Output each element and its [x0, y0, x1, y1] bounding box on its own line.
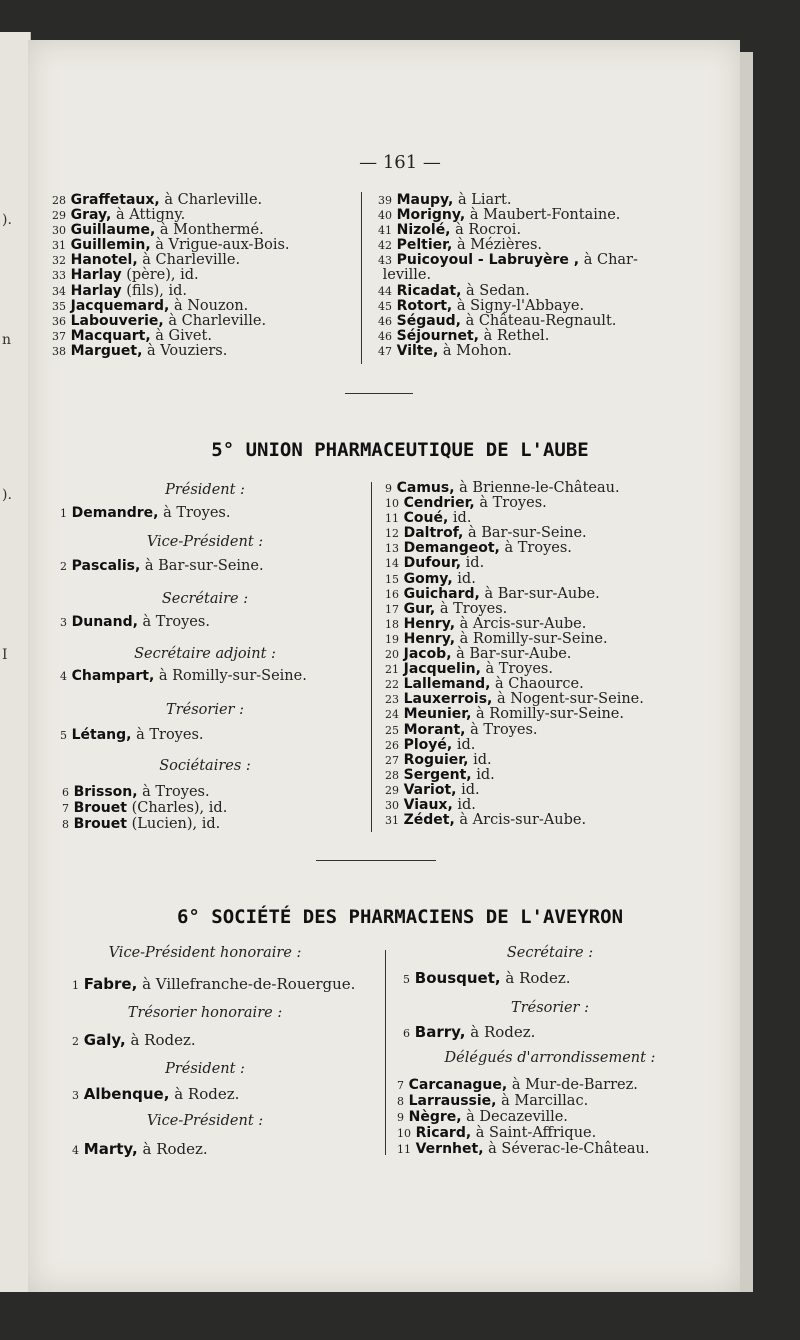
list-item	[60, 727, 204, 743]
member-name: Viaux,	[403, 796, 453, 813]
entry-number: 13	[385, 542, 399, 556]
list-item	[385, 587, 705, 602]
member-name: Cendrier,	[403, 495, 475, 512]
member-location: à Charleville.	[142, 252, 241, 269]
list-item	[397, 1141, 649, 1157]
entry-number: 44	[378, 284, 392, 298]
member-name: Vilte,	[396, 342, 439, 359]
list-item	[385, 602, 705, 617]
member-location: id.	[452, 510, 472, 527]
entry-number: 31	[52, 239, 66, 253]
list-item	[385, 556, 705, 571]
list-item	[385, 541, 705, 556]
member-name: Daltrof,	[403, 525, 464, 542]
entry-number: 32	[52, 254, 66, 268]
entry-number: 4	[60, 670, 67, 683]
member-location: id.	[457, 796, 476, 813]
list-item	[60, 505, 231, 521]
member-name: Jacquemard,	[70, 297, 170, 314]
member-location: à Arcis-sur-Aube.	[459, 812, 587, 829]
list-item	[52, 193, 352, 208]
member-name: Henry,	[403, 615, 456, 632]
member-name: Gur,	[403, 600, 436, 617]
list-item	[378, 329, 698, 344]
member-name: Hanotel,	[70, 252, 138, 269]
member-location: à Troyes.	[470, 721, 538, 738]
previous-page-edge	[0, 32, 31, 1292]
member-location: à Sedan.	[466, 282, 530, 299]
member-location: à Romilly-sur-Seine.	[459, 630, 608, 647]
entry-number: 24	[385, 708, 399, 722]
member-location: à Arcis-sur-Aube.	[459, 615, 587, 632]
member-name: Barry,	[414, 1023, 466, 1041]
member-name: Sergent,	[403, 766, 472, 783]
list-item	[385, 723, 705, 738]
section-separator	[316, 860, 436, 861]
member-location: à Bar-sur-Aube.	[456, 646, 572, 663]
member-name: Henry,	[403, 630, 456, 647]
list-item	[397, 1125, 596, 1141]
member-location: à Charleville.	[164, 192, 263, 208]
role-heading: Vice-Président honoraire :	[108, 945, 302, 961]
margin-mark: ).	[2, 212, 12, 228]
member-name: Nègre,	[408, 1109, 462, 1125]
member-name: Marguet,	[70, 342, 143, 359]
page-number: — 161 —	[359, 152, 441, 173]
member-name: Jacob,	[403, 646, 452, 663]
list-item	[52, 284, 352, 299]
entry-number: 22	[385, 678, 399, 692]
list-item	[397, 1077, 638, 1093]
top-right-list	[378, 193, 698, 359]
entry-number: 30	[385, 798, 399, 812]
member-location: id.	[465, 555, 485, 572]
entry-number: 11	[397, 1143, 411, 1156]
member-name: Morigny,	[396, 207, 466, 224]
member-name: Vernhet,	[415, 1141, 484, 1157]
member-location: id.	[476, 766, 495, 783]
member-name: Graffetaux,	[70, 192, 160, 208]
entry-number: 38	[52, 344, 66, 358]
entry-number: 30	[52, 224, 66, 238]
role-heading: Secrétaire :	[161, 591, 249, 607]
entry-number: 34	[52, 284, 66, 298]
member-name: Brisson,	[73, 784, 138, 800]
member-location: à Rocroi.	[455, 222, 522, 239]
member-name: Harlay	[70, 267, 122, 284]
entry-number: 29	[385, 783, 399, 797]
entry-number: 11	[385, 512, 399, 526]
entry-number: 4	[72, 1144, 79, 1157]
margin-mark: I	[2, 647, 8, 663]
list-item	[52, 268, 352, 283]
member-location: à Rodez.	[130, 1031, 196, 1049]
entry-number: 2	[72, 1035, 79, 1048]
role-heading: Trésorier honoraire :	[127, 1005, 283, 1021]
member-location: id.	[461, 781, 480, 798]
list-item	[378, 314, 698, 329]
list-item	[385, 707, 705, 722]
member-location: à Marcillac.	[501, 1093, 589, 1109]
role-heading: Président :	[165, 482, 245, 498]
entry-number: 6	[403, 1027, 410, 1040]
entry-number: 12	[385, 527, 399, 541]
entry-number: 3	[72, 1089, 79, 1102]
member-location: à Troyes.	[439, 600, 508, 617]
list-item	[397, 1109, 568, 1125]
section-6-title: 6° SOCIÉTÉ DES PHARMACIENS DE L'AVEYRON	[176, 906, 624, 928]
member-name: Variot,	[403, 781, 457, 798]
list-item	[385, 647, 705, 662]
list-item	[385, 572, 705, 587]
member-name: Ricard,	[415, 1125, 472, 1141]
member-name: Guillemin,	[70, 237, 151, 254]
list-item	[385, 798, 705, 813]
member-location: à Troyes.	[136, 727, 204, 743]
member-location: à Rodez.	[174, 1085, 240, 1103]
member-name: Galy,	[83, 1031, 126, 1049]
member-location: à Troyes.	[142, 784, 210, 800]
member-location: à Brienne-le-Château.	[459, 480, 620, 496]
entry-number: 26	[385, 738, 399, 752]
entry-number: 28	[52, 194, 66, 207]
list-item	[378, 284, 698, 299]
member-name: Lallemand,	[403, 676, 491, 693]
member-name: Dunand,	[71, 614, 138, 630]
list-item	[52, 344, 352, 359]
section-5-title: 5° UNION PHARMACEUTIQUE DE L'AUBE	[211, 439, 589, 461]
entry-number: 43	[378, 254, 392, 268]
entry-number: 7	[62, 802, 69, 815]
member-location: à Troyes.	[479, 495, 547, 512]
member-location: à Saint-Affrique.	[475, 1125, 597, 1141]
list-item	[385, 632, 705, 647]
member-name: Jacquelin,	[403, 661, 481, 678]
list-item	[378, 299, 698, 314]
member-location: à Chaource.	[495, 676, 584, 693]
member-location: à Romilly-sur-Seine.	[158, 668, 307, 684]
entry-number: 40	[378, 209, 392, 223]
entry-number: 36	[52, 314, 66, 328]
entry-number: 23	[385, 693, 399, 707]
list-item	[397, 1093, 588, 1109]
member-name: Brouet	[73, 816, 127, 832]
member-location: à Romilly-sur-Seine.	[476, 706, 624, 723]
member-name: Bousquet,	[414, 969, 501, 987]
entry-number: 28	[385, 768, 399, 782]
entry-number: 16	[385, 587, 399, 601]
entry-number: 25	[385, 723, 399, 737]
list-item	[62, 784, 210, 800]
member-location: à Troyes.	[163, 505, 231, 521]
section-separator	[345, 393, 413, 394]
member-location: à Decazeville.	[466, 1109, 568, 1125]
member-name: Coué,	[403, 510, 449, 527]
member-location: à Villefranche-de-Rouergue.	[142, 975, 356, 993]
member-name: Albenque,	[83, 1085, 170, 1103]
member-location: à Bar-sur-Seine.	[467, 525, 587, 542]
entry-number: 46	[378, 314, 392, 328]
member-location: à Nogent-sur-Seine.	[496, 691, 644, 708]
list-item	[403, 969, 571, 987]
entry-number: 7	[397, 1079, 404, 1092]
entry-number: 29	[52, 209, 66, 223]
entry-number: 33	[52, 269, 66, 283]
member-location: à Bar-sur-Aube.	[484, 585, 600, 602]
member-location: à Vouziers.	[147, 342, 228, 359]
member-location: à Mézières.	[456, 237, 543, 254]
entry-number: 1	[72, 979, 79, 992]
member-location: à Nouzon.	[173, 297, 249, 314]
list-item	[52, 208, 352, 223]
role-heading: Délégués d'arrondissement :	[444, 1050, 656, 1066]
entry-number: 5	[60, 729, 67, 742]
entry-number: 37	[52, 329, 66, 343]
entry-number: 21	[385, 663, 399, 677]
member-location: (fils), id.	[126, 282, 188, 299]
column-divider	[361, 192, 362, 364]
role-heading: Vice-Président :	[146, 1113, 264, 1129]
member-name: Pascalis,	[71, 558, 141, 574]
role-heading: Vice-Président :	[146, 534, 264, 550]
member-location: à Séverac-le-Château.	[488, 1141, 650, 1157]
list-item	[385, 768, 705, 783]
list-item	[72, 975, 355, 993]
entry-number: 3	[60, 616, 67, 629]
entry-number: 31	[385, 814, 399, 828]
member-location: à Signy-l'Abbaye.	[456, 297, 585, 314]
entry-number: 10	[397, 1127, 411, 1140]
member-name: Gray,	[70, 207, 112, 224]
entry-number: 27	[385, 753, 399, 767]
member-location: leville.	[382, 267, 432, 284]
member-name: Guichard,	[403, 585, 480, 602]
member-name: Morant,	[403, 721, 466, 738]
entry-number: 19	[385, 632, 399, 646]
member-location: à Mohon.	[442, 342, 512, 359]
member-location: à Vrigue-aux-Bois.	[155, 237, 290, 254]
list-item	[385, 738, 705, 753]
member-location: id.	[457, 570, 476, 587]
entry-number: 5	[403, 973, 410, 986]
role-heading: Secrétaire adjoint :	[134, 646, 276, 662]
member-location: id.	[456, 736, 476, 753]
role-heading: Trésorier :	[511, 1000, 589, 1016]
member-location: à Troyes.	[504, 540, 572, 557]
member-location: à Charleville.	[168, 312, 267, 329]
member-name: Roguier,	[403, 751, 469, 768]
entry-number: 15	[385, 572, 399, 586]
list-item	[72, 1140, 208, 1158]
entry-number: 17	[385, 602, 399, 616]
list-item	[385, 481, 705, 496]
section-5-right-list	[385, 481, 705, 828]
list-item	[385, 753, 705, 768]
member-location: id.	[473, 751, 492, 768]
entry-number: 9	[397, 1111, 404, 1124]
list-item	[52, 314, 352, 329]
member-name: Ricadat,	[396, 282, 462, 299]
member-name: Peltier,	[396, 237, 453, 254]
member-name: Larraussie,	[408, 1093, 497, 1109]
entry-number: 14	[385, 557, 399, 571]
member-name: Meunier,	[403, 706, 472, 723]
member-name: Brouet	[73, 800, 127, 816]
role-heading: Secrétaire :	[506, 945, 594, 961]
member-location: à Rodez.	[470, 1023, 536, 1041]
member-name: Séjournet,	[396, 327, 479, 344]
entry-number: 46	[378, 329, 392, 343]
list-item	[62, 800, 227, 816]
member-location: à Attigny.	[116, 207, 186, 224]
entry-number: 39	[378, 194, 392, 207]
entry-number: 2	[60, 560, 67, 573]
member-location: à Char-	[583, 252, 638, 269]
member-location: à Rethel.	[483, 327, 550, 344]
member-name: Demandre,	[71, 505, 159, 521]
list-item	[385, 662, 705, 677]
member-name: Labouverie,	[70, 312, 164, 329]
member-name: Fabre,	[83, 975, 138, 993]
member-location: à Rodez.	[142, 1140, 208, 1158]
margin-mark: ).	[2, 487, 12, 503]
member-name: Macquart,	[70, 327, 151, 344]
member-name: Harlay	[70, 282, 122, 299]
member-name: Maupy,	[396, 192, 454, 208]
list-item	[385, 496, 705, 511]
role-heading: Trésorier :	[166, 702, 244, 718]
list-item	[385, 783, 705, 798]
list-item	[378, 208, 698, 223]
member-name: Carcanague,	[408, 1077, 508, 1093]
member-location: à Rodez.	[505, 969, 571, 987]
list-item	[62, 816, 220, 832]
list-item	[72, 1085, 239, 1103]
page-edge	[738, 52, 753, 1292]
entry-number: 42	[378, 239, 392, 253]
list-item	[72, 1031, 196, 1049]
member-location: à Troyes.	[142, 614, 210, 630]
member-location: (Lucien), id.	[131, 816, 221, 832]
member-location: (père), id.	[126, 267, 199, 284]
list-item	[378, 193, 698, 208]
role-heading: Président :	[165, 1061, 245, 1077]
entry-number: 45	[378, 299, 392, 313]
member-name: Létang,	[71, 727, 132, 743]
member-location: à Troyes.	[485, 661, 553, 678]
entry-number: 35	[52, 299, 66, 313]
list-item	[378, 344, 698, 359]
member-name: Demangeot,	[403, 540, 500, 557]
list-item	[378, 253, 698, 268]
column-divider	[385, 950, 386, 1155]
entry-number: 20	[385, 648, 399, 662]
list-item	[52, 299, 352, 314]
member-location: à Liart.	[457, 192, 512, 208]
role-heading: Sociétaires :	[159, 758, 251, 774]
top-left-list	[52, 193, 352, 359]
list-item	[60, 614, 210, 630]
member-location: à Givet.	[155, 327, 212, 344]
member-location: à Château-Regnault.	[465, 312, 617, 329]
member-name: Gomy,	[403, 570, 453, 587]
member-name: Puicoyoul - Labruyère ,	[396, 252, 580, 269]
member-name: Lauxerrois,	[403, 691, 493, 708]
member-name: Guillaume,	[70, 222, 156, 239]
member-name: Ségaud,	[396, 312, 461, 329]
member-name: Ployé,	[403, 736, 453, 753]
entry-number: 47	[378, 344, 392, 358]
entry-number: 8	[62, 818, 69, 831]
member-location: à Maubert-Fontaine.	[469, 207, 621, 224]
entry-number: 18	[385, 617, 399, 631]
member-name: Nizolé,	[396, 222, 451, 239]
entry-number: 9	[385, 482, 392, 495]
member-name: Champart,	[71, 668, 155, 684]
member-name: Rotort,	[396, 297, 453, 314]
list-item	[385, 813, 705, 828]
member-name: Marty,	[83, 1140, 138, 1158]
member-location: (Charles), id.	[131, 800, 228, 816]
member-location: à Bar-sur-Seine.	[144, 558, 264, 574]
member-name: Camus,	[396, 480, 455, 496]
list-item	[60, 558, 264, 574]
column-divider	[371, 482, 372, 832]
member-name: Dufour,	[403, 555, 462, 572]
list-item	[403, 1023, 535, 1041]
list-item	[52, 329, 352, 344]
member-location: à Mur-de-Barrez.	[511, 1077, 638, 1093]
entry-number: 10	[385, 497, 399, 511]
entry-number: 8	[397, 1095, 404, 1108]
list-item	[378, 268, 698, 283]
entry-number: 1	[60, 507, 67, 520]
entry-number: 6	[62, 786, 69, 799]
margin-mark: n	[2, 332, 12, 348]
list-item	[60, 668, 307, 684]
member-location: à Monthermé.	[159, 222, 264, 239]
member-name: Zédet,	[403, 812, 455, 829]
list-item	[52, 253, 352, 268]
entry-number: 41	[378, 224, 392, 238]
list-item	[385, 617, 705, 632]
